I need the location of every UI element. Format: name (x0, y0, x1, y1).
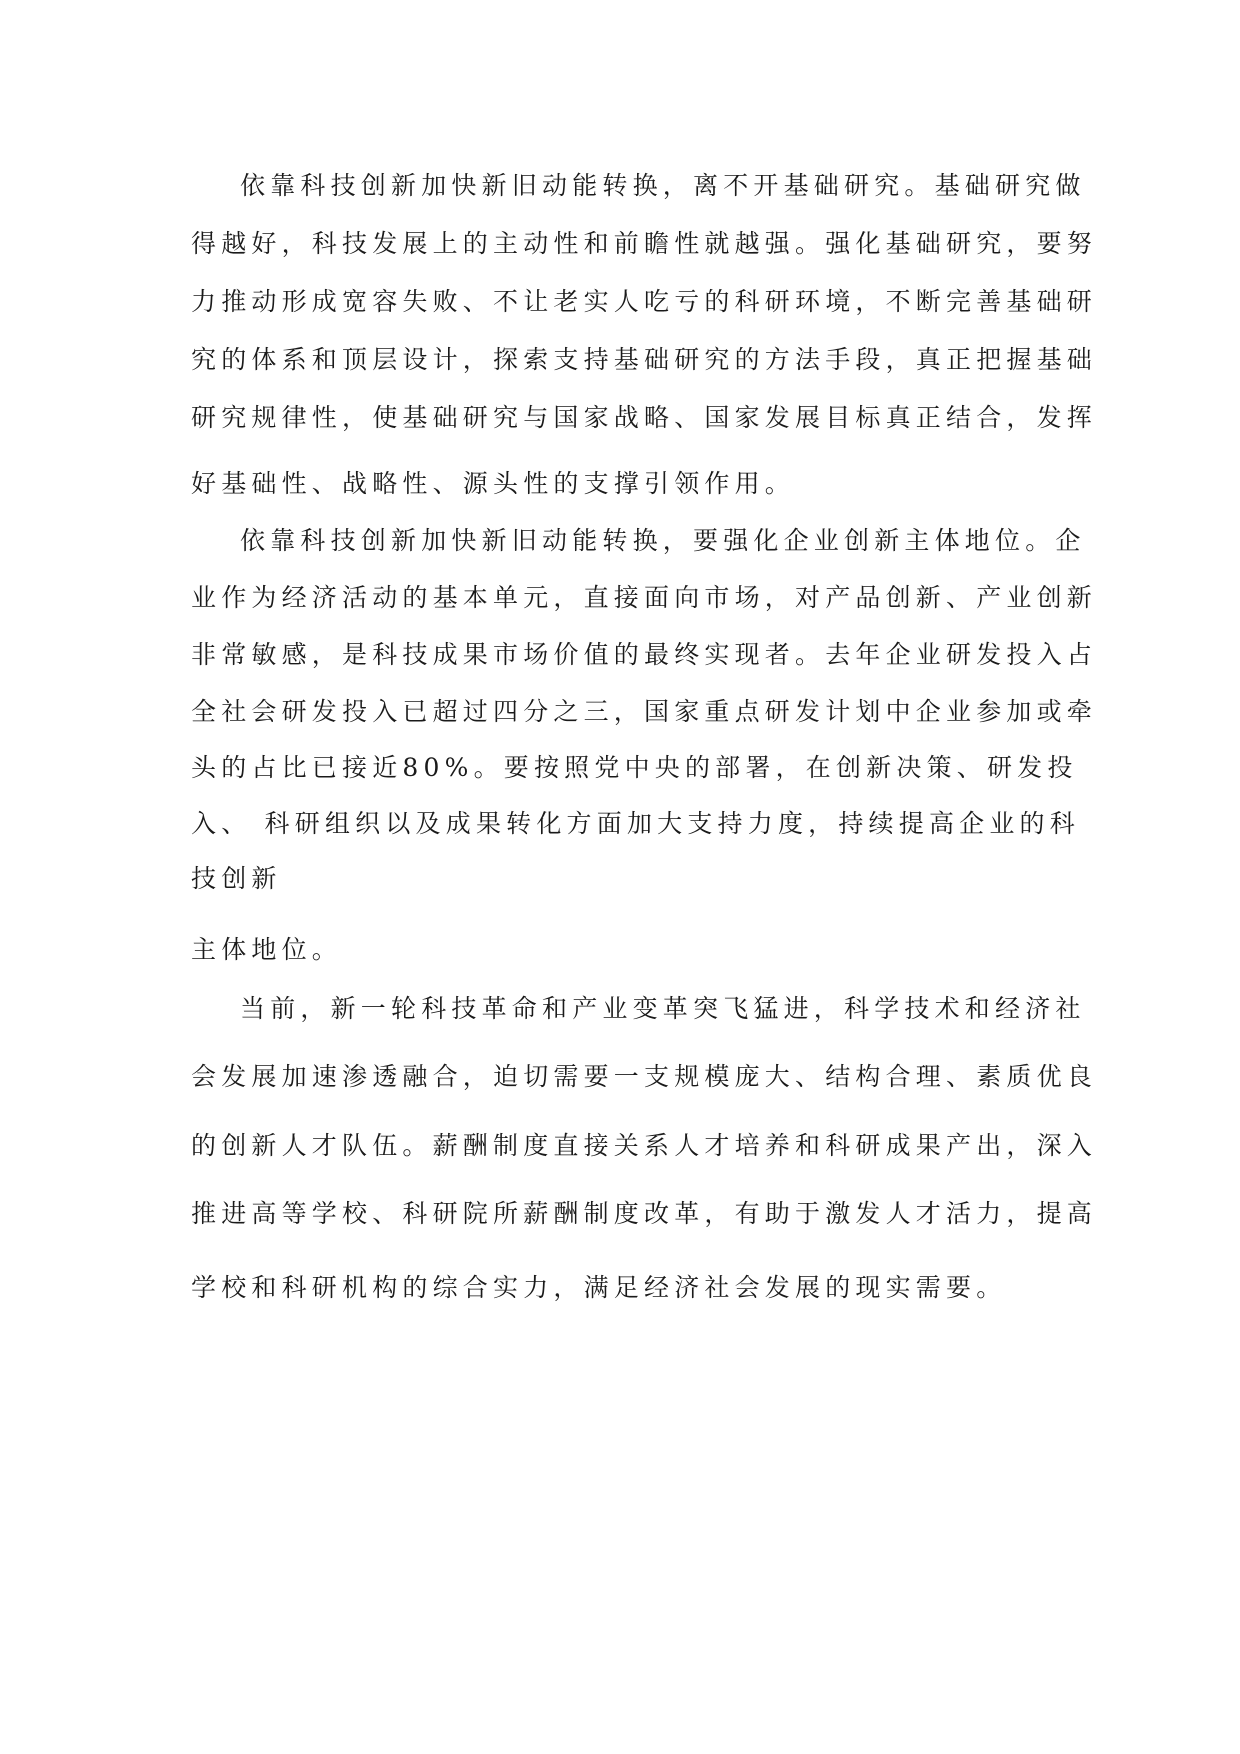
text-line: 学校和科研机构的综合实力，满足经济社会发展的现实需要。 (191, 1273, 1007, 1302)
text-line: 的创新人才队伍。薪酬制度直接关系人才培养和科研成果产出，深入 (191, 1131, 1098, 1160)
text-line: 依靠科技创新加快新旧动能转换，要强化企业创新主体地位。企 (240, 526, 1086, 555)
text-line: 入、 科研组织以及成果转化方面加大支持力度，持续提高企业的科 (191, 809, 1080, 838)
text-line: 好基础性、战略性、源头性的支撑引领作用。 (191, 469, 796, 498)
text-line: 力推动形成宽容失败、不让老实人吃亏的科研环境，不断完善基础研 (191, 287, 1098, 316)
text-line: 究的体系和顶层设计，探索支持基础研究的方法手段，真正把握基础 (191, 345, 1098, 374)
text-line: 主体地位。 (191, 935, 343, 964)
text-line: 得越好，科技发展上的主动性和前瞻性就越强。强化基础研究，要努 (191, 229, 1098, 258)
text-line: 业作为经济活动的基本单元，直接面向市场，对产品创新、产业创新 (191, 583, 1098, 612)
text-line: 当前，新一轮科技革命和产业变革突飞猛进，科学技术和经济社 (240, 994, 1086, 1023)
text-line: 非常敏感，是科技成果市场价值的最终实现者。去年企业研发投入占 (191, 640, 1098, 669)
text-line: 全社会研发投入已超过四分之三，国家重点研发计划中企业参加或牵 (191, 697, 1098, 726)
text-line: 依靠科技创新加快新旧动能转换，离不开基础研究。基础研究做 (240, 171, 1086, 200)
text-line: 研究规律性，使基础研究与国家战略、国家发展目标真正结合，发挥 (191, 403, 1098, 432)
text-line: 推进高等学校、科研院所薪酬制度改革，有助于激发人才活力，提高 (191, 1199, 1098, 1228)
text-line: 头的占比已接近80%。要按照党中央的部署，在创新决策、研发投 (191, 753, 1078, 782)
text-line: 技创新 (191, 864, 282, 893)
text-line: 会发展加速渗透融合，迫切需要一支规模庞大、结构合理、素质优良 (191, 1062, 1098, 1091)
